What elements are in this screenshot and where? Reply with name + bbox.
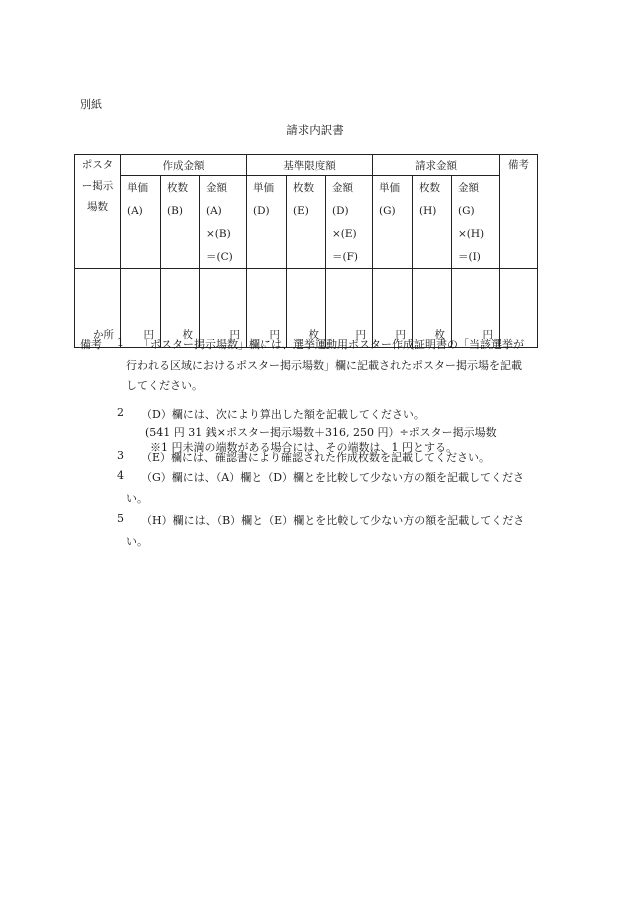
production-amount-header: 作成金額 [121, 155, 247, 176]
subheader-cell [161, 176, 200, 269]
posters-header-line: 場数 [87, 201, 108, 213]
subheader-cell [326, 176, 373, 269]
unit-label: 円 [355, 329, 366, 341]
posters-header-line: ー掲示 [81, 180, 114, 192]
note-text-line: い。 [126, 491, 148, 505]
attachment-label: 別紙 [80, 98, 102, 111]
note-text-line: い。 [126, 534, 148, 548]
posters-header-line: ポスタ [81, 159, 114, 171]
remarks-header-cell [500, 155, 538, 269]
note-text-line: 行われる区域におけるポスター掲示場数」欄に記載されたポスター掲示場を記載 [126, 358, 522, 372]
subheader-line: ×(E) [332, 228, 357, 240]
unit-label: か所 [93, 329, 114, 341]
subheader-line: ＝(C) [206, 251, 233, 263]
unit-label: 円 [482, 329, 493, 341]
subheader-line: 単価 [379, 182, 400, 194]
subheader-line: 金額 [332, 182, 353, 194]
remarks-header: 備考 [508, 159, 529, 171]
subheader-line: ×(B) [206, 228, 231, 240]
subheader-line: 金額 [206, 182, 227, 194]
subheader-line: (G) [458, 205, 475, 217]
subheader-line: (E) [293, 205, 309, 217]
subheader-line: 枚数 [167, 182, 188, 194]
note-text-line: ※1 円未満の端数がある場合には、その端数は、1 円とする。 [150, 441, 457, 454]
subheader-cell [200, 176, 247, 269]
note-text-line: （E）欄には、確認書により確認された作成枚数を記載してください。 [141, 451, 491, 464]
subheader-cell [247, 176, 287, 269]
unit-label: 円 [143, 329, 154, 341]
subheader-line: (H) [419, 205, 437, 217]
subheader-line: (G) [379, 205, 396, 217]
subheader-cell [373, 176, 413, 269]
subheader-line: (D) [253, 205, 270, 217]
standard-limit-header: 基準限度額 [247, 155, 373, 176]
note-number: 2 [117, 406, 124, 419]
subheader-cell [121, 176, 161, 269]
unit-label: 円 [395, 329, 406, 341]
subheader-line: (D) [332, 205, 349, 217]
note-number: 1 [117, 336, 124, 349]
subheader-line: 枚数 [293, 182, 314, 194]
subheader-cell [413, 176, 452, 269]
subheader-line: ＝(I) [458, 251, 481, 263]
unit-label: 枚 [308, 329, 319, 341]
page-title: 請求内訳書 [286, 123, 344, 137]
subheader-line: 単価 [127, 182, 148, 194]
posters-header-cell [75, 155, 121, 269]
note-text-line: （G）欄には、（A）欄と（D）欄とを比較して少ない方の額を記載してくださ [141, 471, 525, 484]
note-text-line: 「ポスター掲示場数」欄には、選挙運動用ポスター作成証明書の「当該選挙が [139, 338, 524, 351]
subheader-line: (A) [206, 205, 222, 217]
subheader-line: (A) [127, 205, 143, 217]
subheader-line: 金額 [458, 182, 479, 194]
note-number: 5 [117, 512, 124, 525]
unit-label: 円 [229, 329, 240, 341]
note-text-line: してください。 [126, 379, 203, 392]
unit-label: 枚 [182, 329, 193, 341]
claim-amount-header: 請求金額 [373, 155, 500, 176]
notes-label: 備考 [80, 338, 102, 351]
invoice-breakdown-table [74, 154, 538, 348]
subheader-line: ＝(F) [332, 251, 358, 263]
subheader-line: (B) [167, 205, 183, 217]
subheader-cell [287, 176, 326, 269]
subheader-cell [452, 176, 500, 269]
unit-label: 円 [269, 329, 280, 341]
note-number: 4 [117, 469, 124, 482]
unit-label: 枚 [434, 329, 445, 341]
note-number: 3 [117, 449, 124, 462]
subheader-line: 枚数 [419, 182, 440, 194]
note-text-line: （D）欄には、次により算出した額を記載してください。 [141, 408, 425, 421]
subheader-line: 単価 [253, 182, 274, 194]
subheader-line: ×(H) [458, 228, 485, 240]
note-text-line: （H）欄には、（B）欄と（E）欄とを比較して少ない方の額を記載してくださ [141, 514, 525, 527]
note-text-line: (541 円 31 銭×ポスター掲示場数＋316, 250 円）÷ポスター掲示場数 [145, 426, 497, 439]
